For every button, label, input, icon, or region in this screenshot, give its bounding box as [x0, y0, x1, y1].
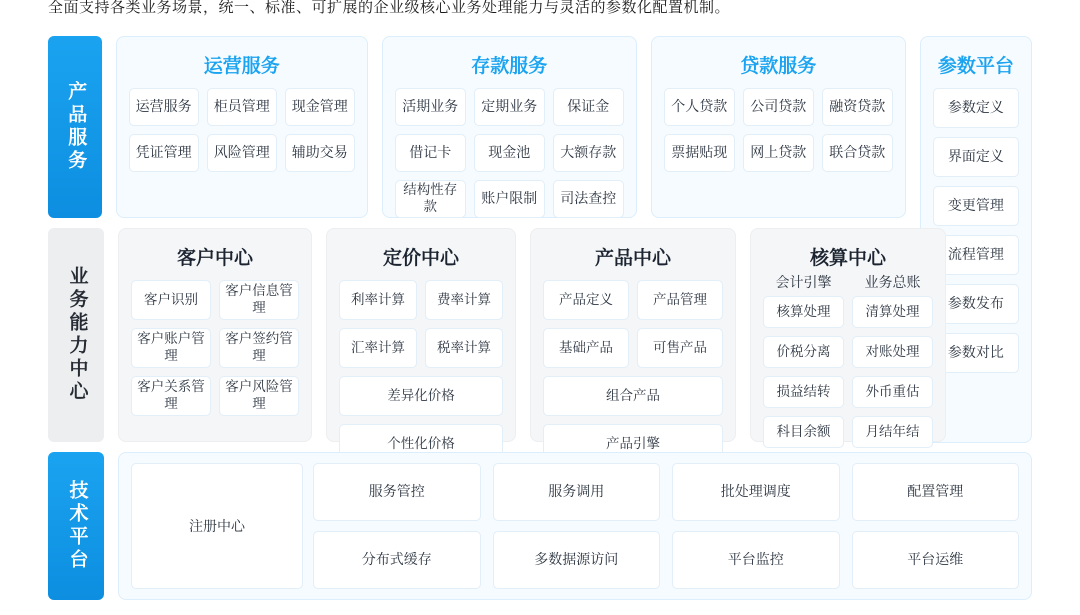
chip-pricing-wide-0[interactable]: 差异化价格 — [339, 376, 503, 416]
chip-product-wide-1[interactable]: 产品引擎 — [543, 424, 723, 464]
panel-title-pricing-center: 定价中心 — [382, 248, 459, 269]
panel-title-loan-service: 贷款服务 — [740, 56, 817, 77]
chip-product-1[interactable]: 产品管理 — [637, 280, 723, 320]
chip-pricing-wide-1[interactable]: 个性化价格 — [339, 424, 503, 464]
panel-title-deposit-service: 存款服务 — [471, 56, 548, 77]
chip-loan-service-4[interactable]: 网上贷款 — [743, 134, 814, 172]
chip-tech-6[interactable]: 平台监控 — [672, 531, 840, 589]
chip-operation-service-5[interactable]: 辅助交易 — [285, 134, 355, 172]
chip-tech-2[interactable]: 批处理调度 — [672, 463, 840, 521]
subhead-accounting-1: 业务总账 — [864, 274, 921, 290]
panel-title-operation-service: 运营服务 — [203, 56, 280, 77]
chip-parameter-5[interactable]: 参数对比 — [933, 333, 1019, 373]
chip-tech-5[interactable]: 多数据源访问 — [493, 531, 661, 589]
chip-deposit-service-3[interactable]: 借记卡 — [395, 134, 466, 172]
chip-customer-2[interactable]: 客户账户管理 — [131, 328, 211, 368]
chip-grid-deposit-service — [395, 88, 624, 218]
chip-deposit-service-0[interactable]: 活期业务 — [395, 88, 466, 126]
panel-loan-service — [651, 36, 906, 218]
chip-parameter-4[interactable]: 参数发布 — [933, 284, 1019, 324]
panel-tech-platform — [118, 452, 1032, 600]
chip-accounting-7[interactable]: 月结年结 — [852, 416, 933, 448]
chip-register-center[interactable]: 注册中心 — [131, 463, 303, 589]
chip-customer-3[interactable]: 客户签约管理 — [219, 328, 299, 368]
chip-customer-4[interactable]: 客户关系管理 — [131, 376, 211, 416]
subhead-accounting-center — [763, 272, 933, 292]
chip-grid-accounting-center — [763, 296, 933, 448]
chip-accounting-5[interactable]: 外币重估 — [852, 376, 933, 408]
chip-parameter-3[interactable]: 流程管理 — [933, 235, 1019, 275]
chip-tech-3[interactable]: 配置管理 — [852, 463, 1020, 521]
row-label-tech-platform-text: 技术平台 — [66, 480, 88, 572]
top-description-text: 全面支持各类业务场景，统一、标准、可扩展的企业级核心业务处理能力与灵活的参数化配置机制。 — [48, 0, 731, 16]
panel-customer-center — [118, 228, 312, 442]
chip-deposit-service-4[interactable]: 现金池 — [474, 134, 545, 172]
chip-accounting-6[interactable]: 科目余额 — [763, 416, 844, 448]
chip-tech-0[interactable]: 服务管控 — [313, 463, 481, 521]
chip-pricing-1[interactable]: 费率计算 — [425, 280, 503, 320]
chip-deposit-service-7[interactable]: 账户限制 — [474, 180, 545, 218]
row-label-business-capability — [48, 228, 104, 442]
chip-operation-service-4[interactable]: 风险管理 — [207, 134, 277, 172]
chip-grid-customer-center — [131, 280, 299, 416]
row-label-product-service — [48, 36, 102, 218]
chip-parameter-0[interactable]: 参数定义 — [933, 88, 1019, 128]
chip-accounting-2[interactable]: 价税分离 — [763, 336, 844, 368]
panel-deposit-service — [382, 36, 637, 218]
panel-title-accounting-center: 核算中心 — [809, 248, 886, 269]
tech-platform-row — [48, 452, 1032, 600]
chip-operation-service-1[interactable]: 柜员管理 — [207, 88, 277, 126]
chip-deposit-service-1[interactable]: 定期业务 — [474, 88, 545, 126]
chip-grid-loan-service — [664, 88, 893, 172]
chip-accounting-1[interactable]: 清算处理 — [852, 296, 933, 328]
chip-customer-1[interactable]: 客户信息管理 — [219, 280, 299, 320]
chip-operation-service-3[interactable]: 凭证管理 — [129, 134, 199, 172]
chip-deposit-service-5[interactable]: 大额存款 — [553, 134, 624, 172]
chip-grid-operation-service — [129, 88, 355, 172]
panel-title-parameter-platform: 参数平台 — [937, 56, 1014, 77]
chip-deposit-service-8[interactable]: 司法查控 — [553, 180, 624, 218]
chip-parameter-2[interactable]: 变更管理 — [933, 186, 1019, 226]
chip-grid-tech-platform — [313, 463, 1019, 589]
row-label-product-service-text: 产品服务 — [65, 81, 87, 173]
chip-customer-5[interactable]: 客户风险管理 — [219, 376, 299, 416]
chip-product-2[interactable]: 基础产品 — [543, 328, 629, 368]
chip-loan-service-3[interactable]: 票据贴现 — [664, 134, 735, 172]
panel-accounting-center — [750, 228, 946, 442]
chip-operation-service-2[interactable]: 现金管理 — [285, 88, 355, 126]
chip-loan-service-1[interactable]: 公司贷款 — [743, 88, 814, 126]
row-label-tech-platform — [48, 452, 104, 600]
chip-grid-product-center — [543, 280, 723, 464]
chip-accounting-0[interactable]: 核算处理 — [763, 296, 844, 328]
chip-parameter-1[interactable]: 界面定义 — [933, 137, 1019, 177]
chip-deposit-service-6[interactable]: 结构性存款 — [395, 180, 466, 218]
chip-tech-1[interactable]: 服务调用 — [493, 463, 661, 521]
panel-product-center — [530, 228, 736, 451]
panel-title-customer-center: 客户中心 — [176, 248, 253, 269]
chip-loan-service-5[interactable]: 联合贷款 — [822, 134, 893, 172]
chip-pricing-2[interactable]: 汇率计算 — [339, 328, 417, 368]
chip-grid-pricing-center — [339, 280, 503, 464]
chip-tech-4[interactable]: 分布式缓存 — [313, 531, 481, 589]
panel-operation-service — [116, 36, 368, 218]
chip-pricing-0[interactable]: 利率计算 — [339, 280, 417, 320]
panel-title-product-center: 产品中心 — [594, 248, 671, 269]
chip-customer-0[interactable]: 客户识别 — [131, 280, 211, 320]
subhead-accounting-0: 会计引擎 — [775, 274, 832, 290]
chip-accounting-4[interactable]: 损益结转 — [763, 376, 844, 408]
chip-product-wide-0[interactable]: 组合产品 — [543, 376, 723, 416]
chip-deposit-service-2[interactable]: 保证金 — [553, 88, 624, 126]
chip-pricing-3[interactable]: 税率计算 — [425, 328, 503, 368]
row-label-business-capability-text: 业务能力中心 — [66, 266, 88, 404]
chip-tech-7[interactable]: 平台运维 — [852, 531, 1020, 589]
chip-product-0[interactable]: 产品定义 — [543, 280, 629, 320]
chip-loan-service-0[interactable]: 个人贷款 — [664, 88, 735, 126]
business-capability-row — [48, 228, 1032, 451]
chip-operation-service-0[interactable]: 运营服务 — [129, 88, 199, 126]
chip-product-3[interactable]: 可售产品 — [637, 328, 723, 368]
chip-loan-service-2[interactable]: 融资贷款 — [822, 88, 893, 126]
panel-pricing-center — [326, 228, 516, 451]
chip-accounting-3[interactable]: 对账处理 — [852, 336, 933, 368]
